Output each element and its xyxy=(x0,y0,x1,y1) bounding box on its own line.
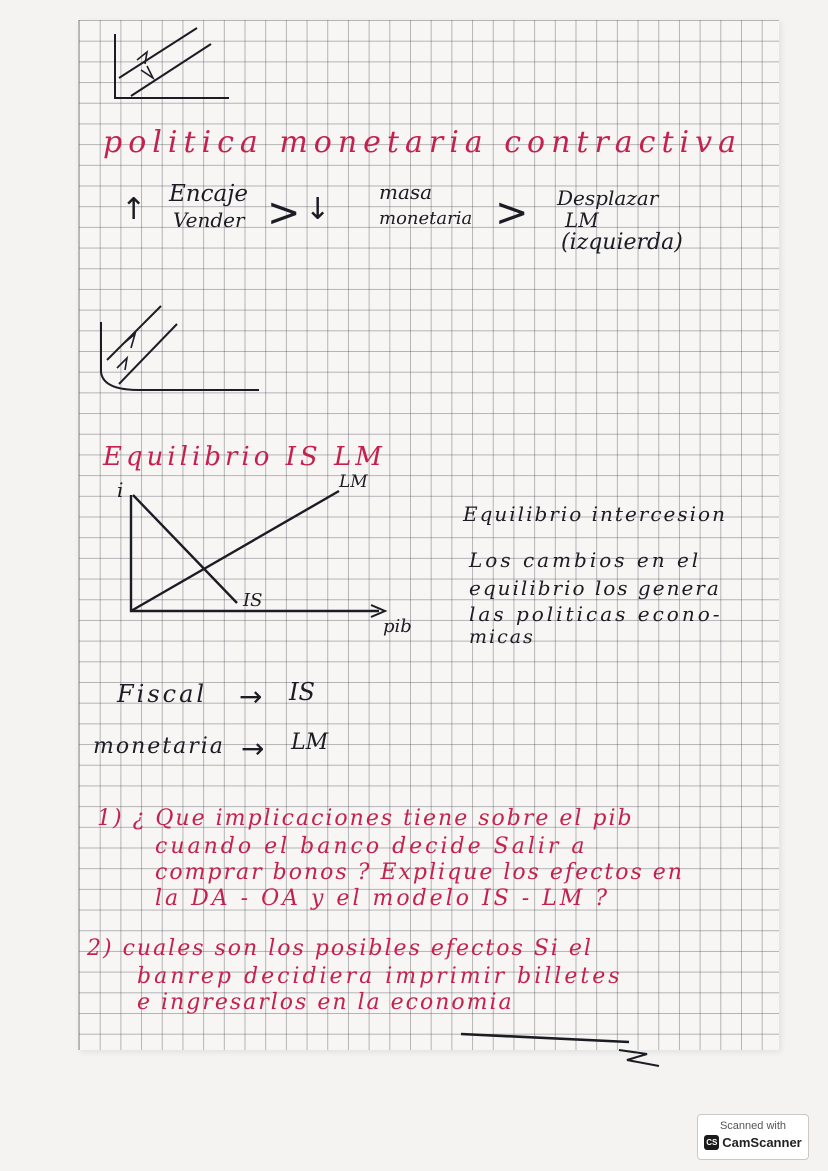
monetaria-target: LM xyxy=(291,730,329,755)
question-1-line-3: comprar bonos ? Explique los efectos en xyxy=(155,860,684,885)
question-2-line-3: e ingresarlos en la economia xyxy=(137,990,514,1015)
question-1-line-1: 1) ¿ Que implicaciones tiene sobre el pib xyxy=(97,806,634,831)
fiscal-arrow-icon: → xyxy=(239,680,263,713)
closing-scribble xyxy=(459,1020,699,1080)
heading-equilibrio: Equilibrio IS LM xyxy=(103,442,386,472)
monetaria-arrow-icon: → xyxy=(241,732,265,765)
notebook-page xyxy=(78,20,779,1050)
top-shift-sketch xyxy=(79,20,779,140)
encaje-label: Encaje xyxy=(169,181,248,207)
question-2-line-1: 2) cuales son los posibles efectos Si el xyxy=(87,936,593,961)
heading-politica: politica monetaria contractiva xyxy=(103,125,742,160)
question-1-line-4: la DA - OA y el modelo IS - LM ? xyxy=(155,886,611,911)
note-line-4: las politicas econo- xyxy=(469,602,723,626)
camscanner-badge xyxy=(697,1114,809,1160)
contraction-shift-sketch xyxy=(79,300,339,400)
down-arrow-icon: ↓ xyxy=(305,192,331,227)
camscanner-logo-icon: CS xyxy=(704,1135,719,1150)
axis-label-i: i xyxy=(117,478,124,502)
monetaria-policy-label: monetaria xyxy=(93,734,225,759)
badge-brand xyxy=(698,1135,808,1150)
fiscal-target: IS xyxy=(289,678,315,706)
implies-icon-2: > xyxy=(495,190,529,236)
izquierda-label: (izquierda) xyxy=(561,230,683,255)
lm-curve xyxy=(131,491,339,611)
note-line-1: Equilibrio intercesion xyxy=(463,502,727,526)
vender-label: Vender xyxy=(173,208,245,232)
note-line-5: micas xyxy=(469,626,535,648)
lm-curve-label: LM xyxy=(339,472,368,492)
desplazar-label: Desplazar xyxy=(557,186,659,210)
up-arrow-icon: ↑ xyxy=(121,192,147,227)
note-line-3: equilibrio los genera xyxy=(469,576,721,600)
badge-brand-name: CamScanner xyxy=(722,1135,802,1150)
badge-caption: Scanned with xyxy=(719,1120,787,1132)
axis-label-pib: pib xyxy=(383,616,412,637)
note-line-2: Los cambios en el xyxy=(469,548,702,572)
implies-icon-1: > xyxy=(267,190,301,236)
masa-label: masa xyxy=(379,180,433,204)
is-curve xyxy=(133,495,237,603)
question-1-line-2: cuando el banco decide Salir a xyxy=(155,834,588,859)
fiscal-label: Fiscal xyxy=(117,680,208,708)
lm-shift-label: LM xyxy=(565,208,599,232)
monetaria-label: monetaria xyxy=(379,208,473,229)
islm-graph xyxy=(79,472,479,655)
is-curve-label: IS xyxy=(243,590,263,611)
question-2-line-2: banrep decidiera imprimir billetes xyxy=(137,964,623,989)
